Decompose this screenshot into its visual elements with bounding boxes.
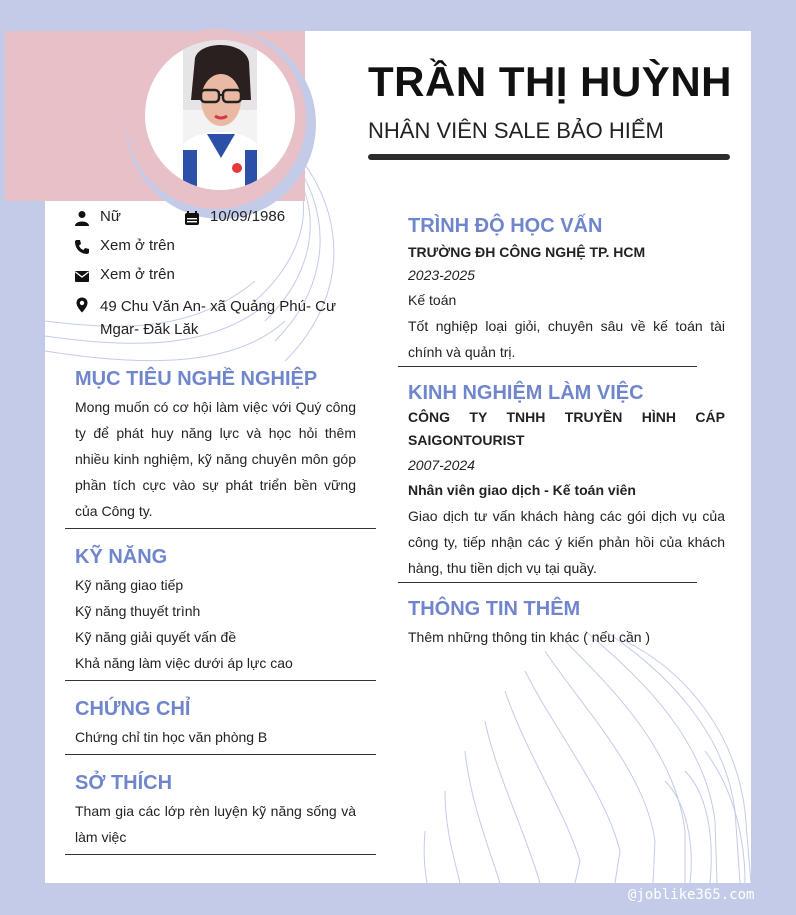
skills-title: KỸ NĂNG	[75, 546, 168, 568]
education-school: TRƯỜNG ĐH CÔNG NGHỆ TP. HCM	[408, 244, 646, 260]
education-major: Kế toán	[408, 292, 457, 308]
phone-value: Xem ở trên	[100, 237, 175, 254]
additional-info-title: THÔNG TIN THÊM	[408, 598, 581, 620]
candidate-name: TRẦN THỊ HUỲNH	[368, 58, 732, 105]
divider	[65, 528, 376, 529]
location-pin-icon	[74, 297, 90, 313]
birthdate-value: 10/09/1986	[210, 208, 286, 225]
education-period: 2023-2025	[408, 267, 475, 283]
address-value	[100, 295, 336, 341]
address-row	[74, 295, 364, 341]
calendar-icon	[184, 210, 200, 226]
watermark: @joblike365.com	[628, 887, 755, 903]
email-row	[74, 266, 324, 286]
experience-description: Giao dịch tư vấn khách hàng các gói dịch vụ của công ty, tiếp nhận các ý kiến phản hồi của khách hàng, thu tiền dịch vụ tại quầy.	[408, 508, 725, 576]
address-line-2: Mgar- Đăk Lăk	[100, 321, 199, 338]
skill-item: Kỹ năng thuyết trình	[75, 603, 201, 619]
birthdate-row	[184, 208, 334, 228]
additional-info-text: Thêm những thông tin khác ( nếu cần )	[408, 629, 651, 645]
profile-photo	[145, 40, 295, 190]
hobbies-text: Tham gia các lớp rèn luyện kỹ năng sống và làm việc	[75, 803, 356, 845]
gender-row	[74, 208, 194, 228]
skill-item: Khả năng làm việc dưới áp lực cao	[75, 655, 293, 671]
divider	[398, 582, 697, 583]
education-title: TRÌNH ĐỘ HỌC VẤN	[408, 215, 603, 237]
mail-icon	[74, 268, 90, 284]
education-description: Tốt nghiệp loại giỏi, chuyên sâu về kế toán tài chính và quản trị.	[408, 318, 725, 360]
certificates-title: CHỨNG CHỈ	[75, 698, 191, 720]
divider	[65, 754, 376, 755]
certificate-text: Chứng chỉ tin học văn phòng B	[75, 729, 268, 745]
objective-text: Mong muốn có cơ hội làm việc với Quý công ty để phát huy năng lực và học hỏi thêm nhiều kinh nghiệm, kỹ năng chuyên môn góp phần tích cực vào sự phát triển bền vững của Công ty.	[75, 399, 356, 519]
experience-period: 2007-2024	[408, 457, 475, 473]
phone-row	[74, 237, 324, 257]
job-title: NHÂN VIÊN SALE BẢO HIỂM	[368, 118, 664, 143]
hobbies-title: SỞ THÍCH	[75, 772, 173, 794]
skill-item: Kỹ năng giải quyết vấn đề	[75, 629, 237, 645]
divider	[65, 680, 376, 681]
divider	[65, 854, 376, 855]
skill-item: Kỹ năng giao tiếp	[75, 577, 184, 593]
divider	[398, 366, 697, 367]
experience-position: Nhân viên giao dịch - Kế toán viên	[408, 482, 636, 498]
experience-company: CÔNG TY TNHH TRUYỀN HÌNH CÁP SAIGONTOURIST	[408, 409, 725, 448]
email-value: Xem ở trên	[100, 266, 175, 283]
user-icon	[74, 210, 90, 226]
title-underline	[368, 154, 730, 160]
objective-title: MỤC TIÊU NGHỀ NGHIỆP	[75, 368, 318, 390]
experience-title: KINH NGHIỆM LÀM VIỆC	[408, 382, 644, 404]
address-line-1: 49 Chu Văn An- xã Quảng Phú- Cư	[100, 298, 337, 315]
avatar	[145, 40, 295, 190]
phone-icon	[74, 239, 90, 255]
gender-value: Nữ	[100, 208, 121, 225]
